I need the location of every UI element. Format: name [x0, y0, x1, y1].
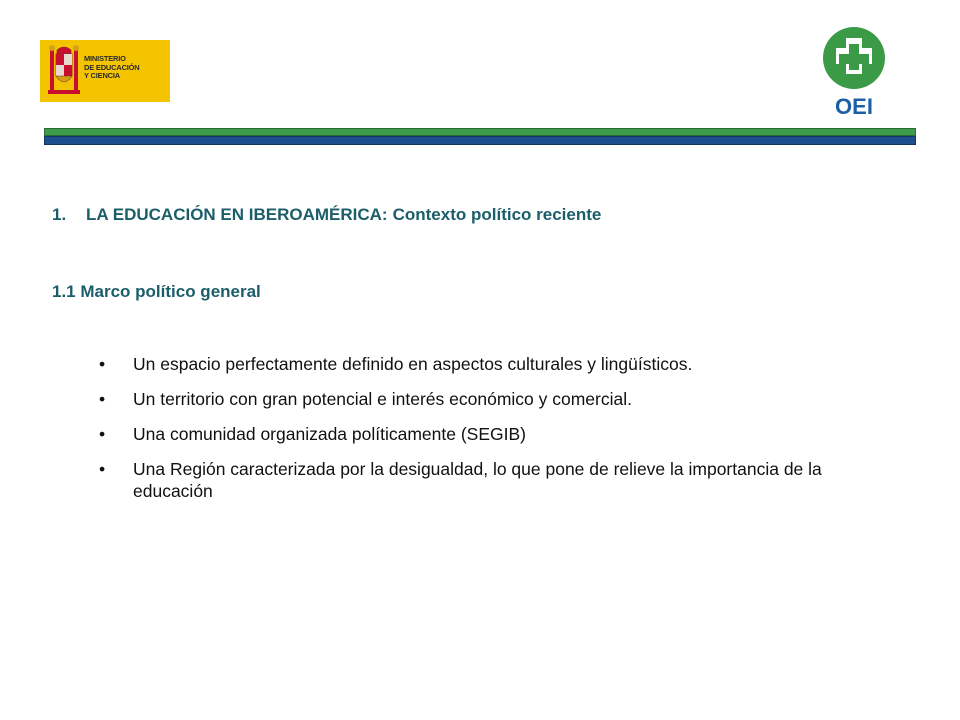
list-item [96, 353, 856, 375]
bullet-icon: • [99, 459, 106, 479]
list-item [96, 388, 856, 410]
page-heading [52, 205, 601, 225]
ministerio-line-1: MINISTERIO [84, 54, 126, 63]
ministerio-logo [40, 40, 170, 102]
bullet-text: Una Región caracterizada por la desigualdad, lo que pone de relieve la importancia de la educación [133, 459, 822, 501]
coat-of-arms-icon [46, 44, 82, 98]
ministerio-line-3: Y CIENCIA [84, 71, 120, 80]
oei-logo-text: OEI [835, 94, 873, 118]
list-item [96, 423, 856, 445]
bullet-text: Un espacio perfectamente definido en aspectos culturales y lingüísticos. [133, 354, 693, 374]
green-divider [44, 128, 916, 136]
bullet-text: Una comunidad organizada políticamente (SEGIB) [133, 424, 526, 444]
ministerio-line-2: DE EDUCACIÓN [84, 62, 140, 72]
section-title: 1.1 Marco político general [52, 282, 261, 301]
bullet-list [96, 353, 856, 515]
bullet-icon: • [99, 389, 106, 409]
bullet-text: Un territorio con gran potencial e interés económico y comercial. [133, 389, 632, 409]
bullet-icon: • [99, 354, 106, 374]
oei-logo [818, 26, 890, 118]
bullet-icon: • [99, 424, 106, 444]
ministerio-logo-text [84, 55, 168, 81]
heading-subtitle: Contexto político reciente [392, 205, 602, 224]
heading-number: 1. [52, 205, 67, 224]
blue-divider [44, 136, 916, 145]
list-item [96, 458, 856, 502]
heading-title: LA EDUCACIÓN EN IBEROAMÉRICA: [86, 205, 388, 224]
